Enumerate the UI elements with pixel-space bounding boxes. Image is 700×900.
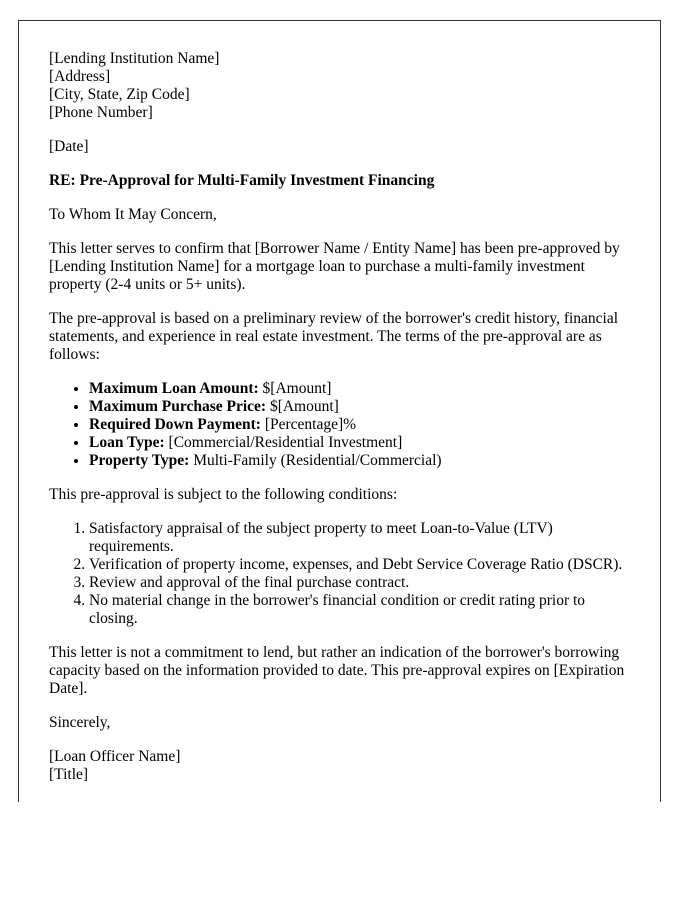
term-value: Multi-Family (Residential/Commercial) — [189, 452, 442, 469]
subject-line: RE: Pre-Approval for Multi-Family Investment Financing — [49, 172, 435, 189]
condition-item: 4. No material change in the borrower's financial condition or credit rating prior to closing. — [89, 592, 630, 628]
term-value: [Percentage]% — [260, 416, 357, 433]
institution-city-state-zip: [City, State, Zip Code] — [49, 86, 190, 103]
term-label: Loan Type: — [89, 434, 165, 451]
term-item — [89, 434, 630, 452]
condition-item: 2. Verification of property income, expenses, and Debt Service Coverage Ratio (DSCR). — [89, 556, 630, 574]
conditions-intro: This pre-approval is subject to the following conditions: — [49, 486, 398, 503]
closing-paragraph: This letter is not a commitment to lend, but rather an indication of the borrower's borrowing capacity based on the information provided to date. This pre-approval expires on [Expiration Date]. — [49, 644, 625, 697]
condition-item: 1. Satisfactory appraisal of the subject property to meet Loan-to-Value (LTV) requirements. — [89, 520, 630, 556]
term-item — [89, 452, 630, 470]
term-item — [89, 398, 630, 416]
institution-name: [Lending Institution Name] — [49, 50, 220, 67]
term-item — [89, 380, 630, 398]
sender-address-block — [49, 50, 630, 122]
salutation: To Whom It May Concern, — [49, 206, 217, 223]
loan-officer-name: [Loan Officer Name] — [49, 748, 181, 765]
letter-date: [Date] — [49, 138, 89, 155]
term-label: Maximum Loan Amount: — [89, 380, 259, 397]
loan-officer-title: [Title] — [49, 766, 89, 783]
term-item — [89, 416, 630, 434]
institution-phone: [Phone Number] — [49, 104, 153, 121]
sign-off: Sincerely, — [49, 714, 111, 731]
term-label: Property Type: — [89, 452, 190, 469]
term-value: $[Amount] — [258, 380, 332, 397]
term-label: Required Down Payment: — [89, 416, 261, 433]
institution-address: [Address] — [49, 68, 111, 85]
condition-item: 3. Review and approval of the final purchase contract. — [89, 574, 630, 592]
term-value: [Commercial/Residential Investment] — [164, 434, 403, 451]
term-value: $[Amount] — [266, 398, 339, 415]
confirmation-paragraph: This letter serves to confirm that [Borrower Name / Entity Name] has been pre-approved by [Lending Institution Name] for a mortgage loan to purchase a multi-family investment property (2-4 units or 5+ units). — [49, 240, 620, 293]
term-label: Maximum Purchase Price: — [89, 398, 267, 415]
signature-block — [49, 748, 630, 784]
letter-page — [18, 20, 661, 802]
conditions-list — [49, 520, 630, 628]
basis-paragraph: The pre-approval is based on a preliminary review of the borrower's credit history, financial statements, and experience in real estate investment. The terms of the pre-approval are as follows: — [49, 310, 619, 363]
terms-list — [49, 380, 630, 470]
